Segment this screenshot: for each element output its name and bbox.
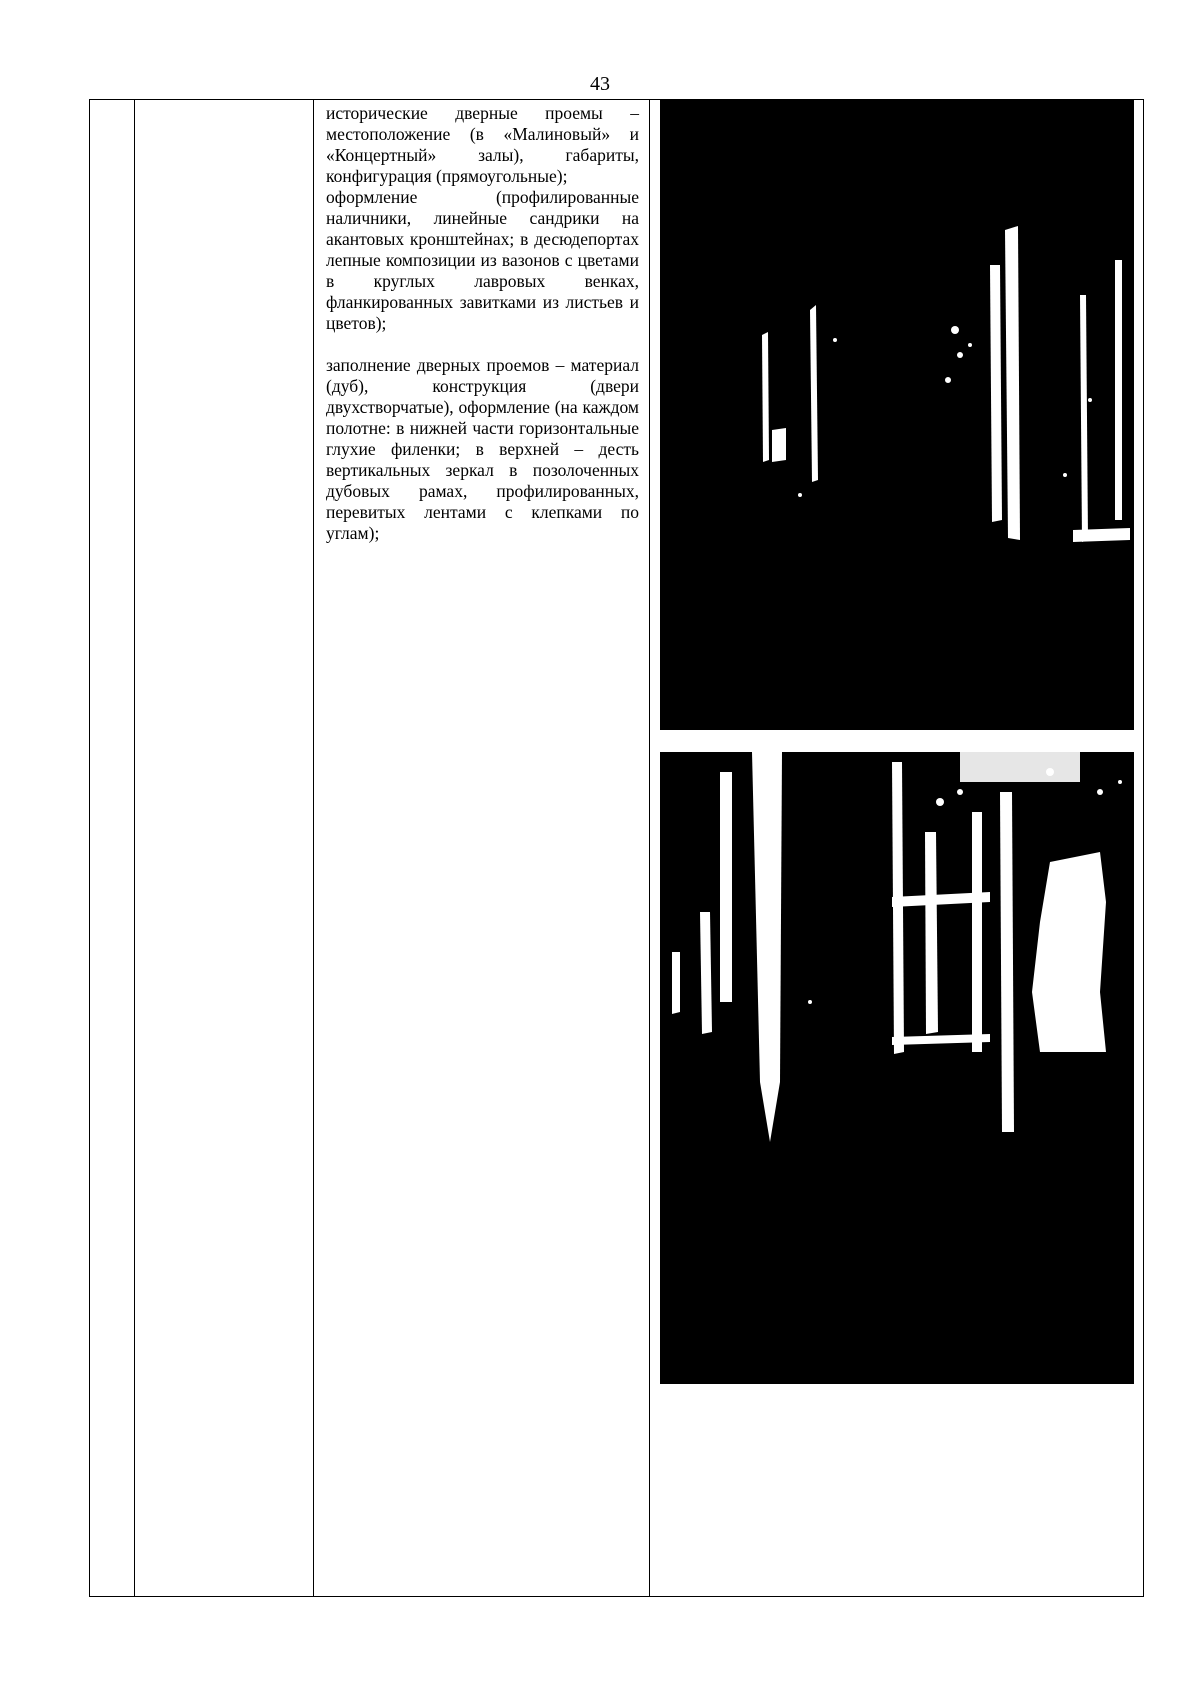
doorway-photo-1 <box>660 100 1134 730</box>
description-paragraph: оформление (профилированные наличники, линейные сандрики на акантовых кронштейнах; в десюдепортах лепные композиции из вазонов с цветами в круглых лавровых венках, фланкированных завитками из листьев и цветов); <box>326 187 639 333</box>
doorway-photo-2 <box>660 752 1134 1384</box>
number-cell <box>90 100 135 1597</box>
object-cell <box>135 100 314 1597</box>
page-number: 43 <box>590 73 610 95</box>
table-row <box>90 100 1144 1597</box>
description-cell <box>314 100 650 1597</box>
photo-cell <box>650 100 1144 1597</box>
description-paragraph: заполнение дверных проемов – материал (дуб), конструкция (двери двухстворчатые), оформление (на каждом полотне: в нижней части горизонтальные глухие филенки; в верхней – десть вертикальных зеркал в позолоченных дубовых рамах, профилированных, перевитых лентами с клепками по углам); <box>326 355 639 543</box>
monument-table <box>89 99 1144 1597</box>
description-paragraph: исторические дверные проемы – местоположение (в «Малиновый» и «Концертный» залы), габариты, конфигурация (прямоугольные); <box>326 103 639 186</box>
